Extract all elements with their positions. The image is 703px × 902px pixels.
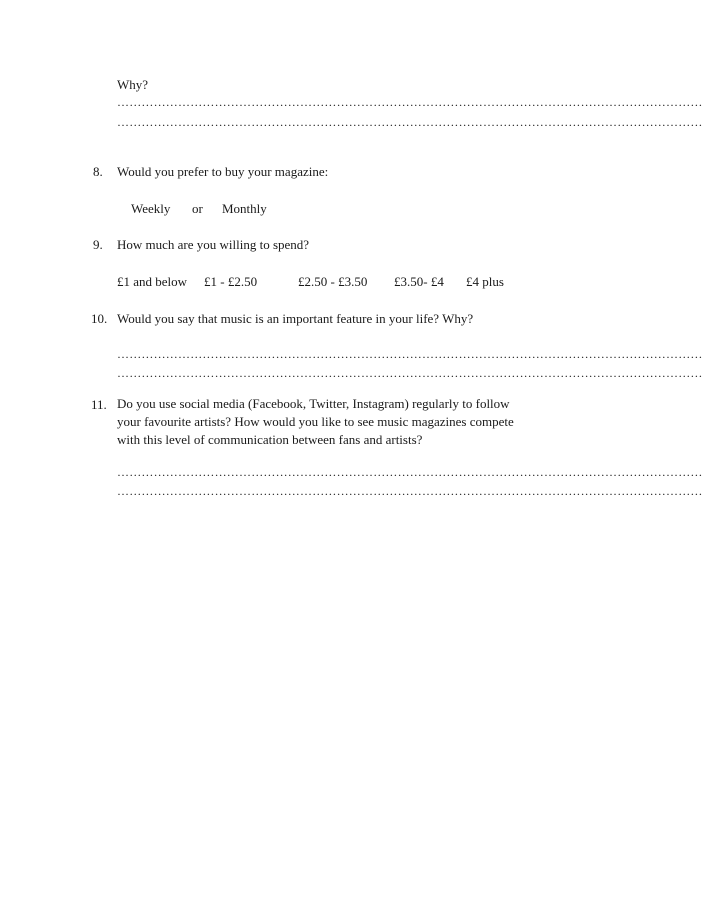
question-text: Would you prefer to buy your magazine: <box>117 164 329 179</box>
option-price[interactable]: £3.50- £4 <box>394 274 444 289</box>
option-price[interactable]: £1 and below <box>117 274 188 289</box>
option-price[interactable]: £2.50 - £3.50 <box>298 274 368 289</box>
why-label: Why? <box>117 77 149 92</box>
answer-line[interactable]: ……………………………………………………………………………………………………………………………… <box>117 115 703 129</box>
question-number: 9. <box>93 237 103 252</box>
question-number: 11. <box>91 397 107 412</box>
answer-line[interactable]: ……………………………………………………………………………………………………………………………… <box>117 465 703 479</box>
option-price[interactable]: £4 plus <box>466 274 504 289</box>
answer-line[interactable]: ……………………………………………………………………………………………………………………………… <box>117 484 703 498</box>
answer-line[interactable]: ……………………………………………………………………………………………………………………………… <box>117 347 703 361</box>
question-number: 10. <box>91 311 108 326</box>
question-line: with this level of communication between fans and artists? <box>117 432 423 447</box>
question-text: How much are you willing to spend? <box>117 237 310 252</box>
answer-line[interactable]: ……………………………………………………………………………………………………………………………… <box>117 95 703 109</box>
question-number: 8. <box>93 164 103 179</box>
question-line: Do you use social media (Facebook, Twitter, Instagram) regularly to follow <box>117 396 510 411</box>
answer-line[interactable]: ……………………………………………………………………………………………………………………………… <box>117 366 703 380</box>
question-text <box>117 395 514 449</box>
option-price[interactable]: £1 - £2.50 <box>204 274 258 289</box>
question-line: your favourite artists? How would you like to see music magazines compete <box>117 414 514 429</box>
option-weekly[interactable]: Weekly <box>131 201 171 216</box>
question-text: Would you say that music is an important feature in your life? Why? <box>117 311 474 326</box>
option-separator: or <box>192 201 203 216</box>
option-monthly[interactable]: Monthly <box>222 201 267 216</box>
